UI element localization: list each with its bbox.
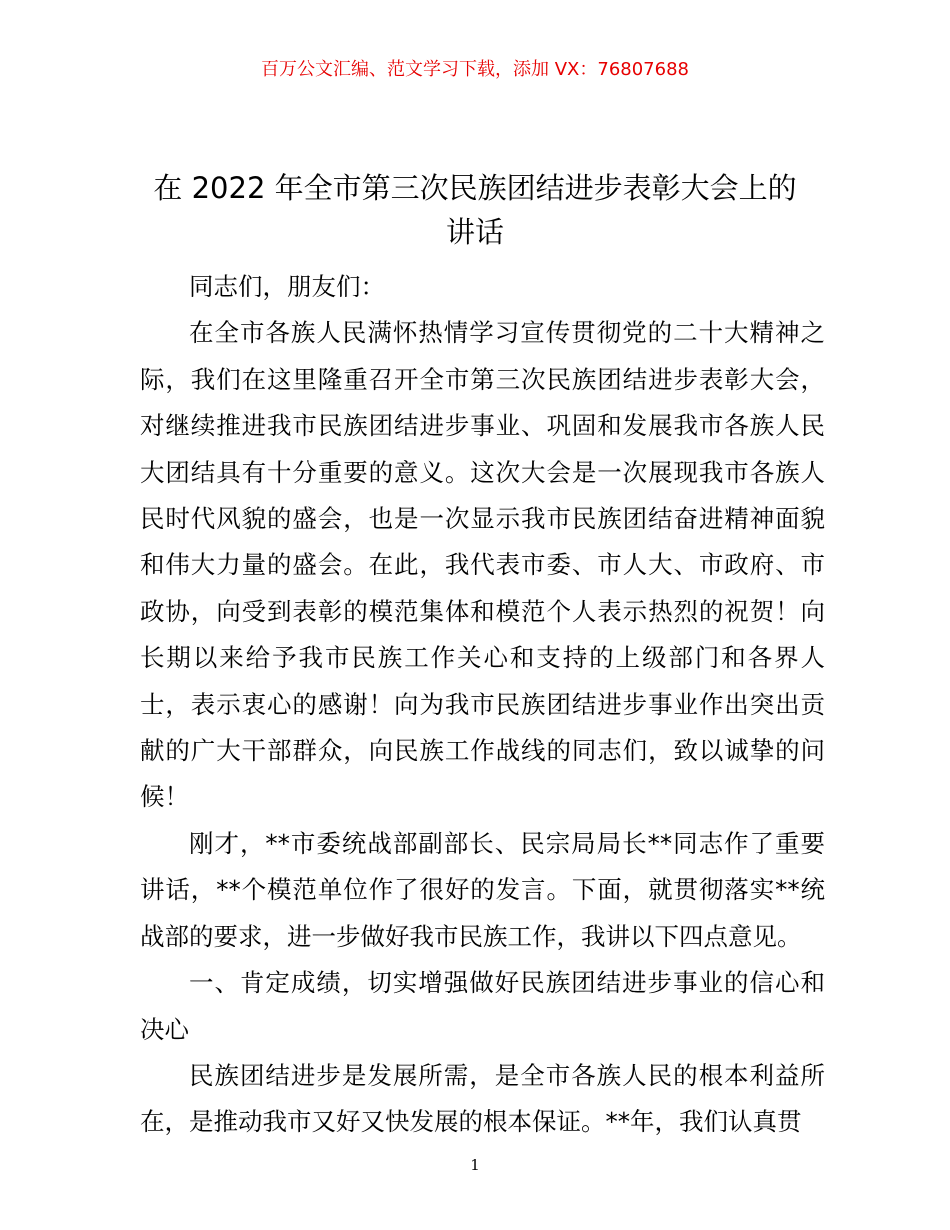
page-number: 1 bbox=[470, 1156, 480, 1174]
section-heading: 一、肯定成绩，切实增强做好民族团结进步事业的信心和决心 bbox=[140, 968, 825, 1044]
body-paragraph: 民族团结进步是发展所需，是全市各族人民的根本利益所在，是推动我市又好又快发展的根本保证。**年，我们认真贯 bbox=[140, 1060, 825, 1137]
document-title: 在 2022 年全市第三次民族团结进步表彰大会上的讲话 bbox=[153, 171, 797, 249]
salutation: 同志们，朋友们： bbox=[189, 272, 385, 301]
watermark-header: 百万公文汇编、范文学习下载，添加 VX：76807688 bbox=[261, 59, 689, 80]
document-body bbox=[140, 264, 825, 1146]
body-paragraph: 在全市各族人民满怀热情学习宣传贯彻党的二十大精神之际，我们在这里隆重召开全市第三次民族团结进步表彰大会，对继续推进我市民族团结进步事业、巩固和发展我市各族人民大团结具有十分重要的意义。这次大会是一次展现我市各族人民时代风貌的盛会，也是一次显示我市民族团结奋进精神面貌和伟大力量的盛会。在此，我代表市委、市人大、市政府、市政协，向受到表彰的模范集体和模范个人表示热烈的祝贺！向长期以来给予我市民族工作关心和支持的上级部门和各界人士，表示衷心的感谢！向为我市民族团结进步事业作出突出贡献的广大干部群众，向民族工作战线的同志们，致以诚挚的问候！ bbox=[140, 318, 825, 812]
body-paragraph: 刚才，**市委统战部副部长、民宗局局长**同志作了重要讲话，**个模范单位作了很好的发言。下面，就贯彻落实**统战部的要求，进一步做好我市民族工作，我讲以下四点意见。 bbox=[140, 828, 825, 951]
